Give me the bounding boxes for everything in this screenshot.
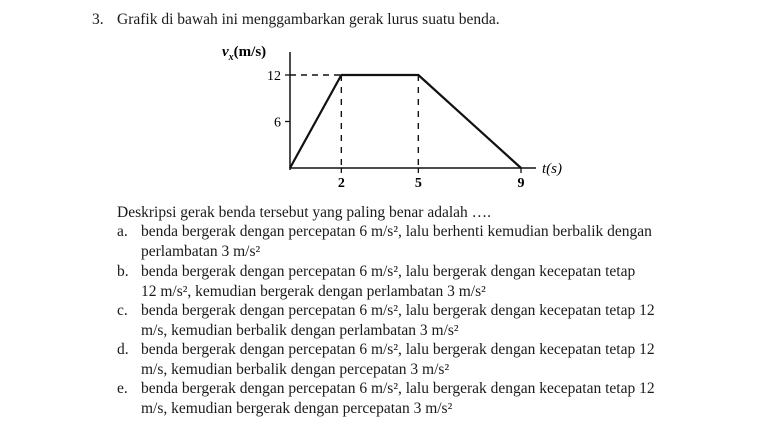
axis-ticks bbox=[285, 75, 521, 173]
x-tick-label-5: 5 bbox=[414, 176, 422, 191]
option-b-text bbox=[141, 262, 729, 301]
velocity-series-line bbox=[290, 75, 521, 168]
option-c-line1: benda bergerak dengan percepatan 6 m/s², lalu bergerak dengan kecepatan tetap 12 bbox=[141, 302, 655, 319]
option-e-text bbox=[141, 379, 729, 418]
option-e-line1: benda bergerak dengan percepatan 6 m/s², lalu bergerak dengan kecepatan tetap 12 bbox=[141, 380, 655, 397]
y-axis-label bbox=[222, 44, 266, 63]
option-a bbox=[117, 222, 729, 261]
option-a-line1: benda bergerak dengan percepatan 6 m/s², lalu berhenti kemudian berbalik dengan bbox=[141, 223, 652, 240]
option-b-letter: b. bbox=[117, 263, 129, 280]
option-a-text bbox=[141, 222, 729, 261]
question-number: 3. bbox=[92, 11, 104, 28]
tick-labels bbox=[267, 69, 525, 191]
option-a-letter: a. bbox=[117, 223, 128, 240]
option-d-letter: d. bbox=[117, 341, 129, 358]
option-c-letter: c. bbox=[117, 302, 128, 319]
y-axis-label-symbol: v bbox=[222, 44, 229, 60]
option-c-text bbox=[141, 301, 729, 340]
option-b-line2: 12 m/s², kemudian bergerak dengan perlambatan 3 m/s² bbox=[141, 282, 486, 300]
option-c-line2: m/s, kemudian berbalik dengan perlambatan 3 m/s² bbox=[141, 321, 459, 339]
y-tick-label-12: 12 bbox=[267, 69, 281, 84]
x-axis-label: t(s) bbox=[542, 161, 562, 177]
option-c bbox=[117, 301, 729, 340]
option-e-letter: e. bbox=[117, 380, 128, 397]
option-b bbox=[117, 262, 729, 301]
option-d bbox=[117, 340, 729, 379]
velocity-time-graph bbox=[210, 38, 580, 198]
option-d-text bbox=[141, 340, 729, 379]
option-e-line2: m/s, kemudian bergerak dengan percepatan 3 m/s² bbox=[141, 399, 453, 417]
option-b-line1: benda bergerak dengan percepatan 6 m/s², lalu bergerak dengan kecepatan tetap bbox=[141, 263, 636, 280]
y-tick-label-6: 6 bbox=[274, 115, 281, 131]
option-d-line1: benda bergerak dengan percepatan 6 m/s², lalu bergerak dengan kecepatan tetap 12 bbox=[141, 341, 655, 358]
question-text: Grafik di bawah ini menggambarkan gerak lurus suatu benda. bbox=[117, 11, 500, 28]
x-tick-label-9: 9 bbox=[517, 176, 525, 191]
options-intro: Deskripsi gerak benda tersebut yang paling benar adalah …. bbox=[117, 204, 492, 221]
x-tick-label-2: 2 bbox=[337, 176, 345, 191]
y-axis-label-unit: (m/s) bbox=[233, 44, 267, 60]
option-e bbox=[117, 379, 729, 418]
option-d-line2: m/s, kemudian berbalik dengan percepatan 3 m/s² bbox=[141, 360, 450, 378]
y-axis-label-subscript: x bbox=[228, 52, 234, 63]
dashed-guides bbox=[290, 75, 418, 168]
option-a-line2: perlambatan 3 m/s² bbox=[141, 242, 261, 260]
